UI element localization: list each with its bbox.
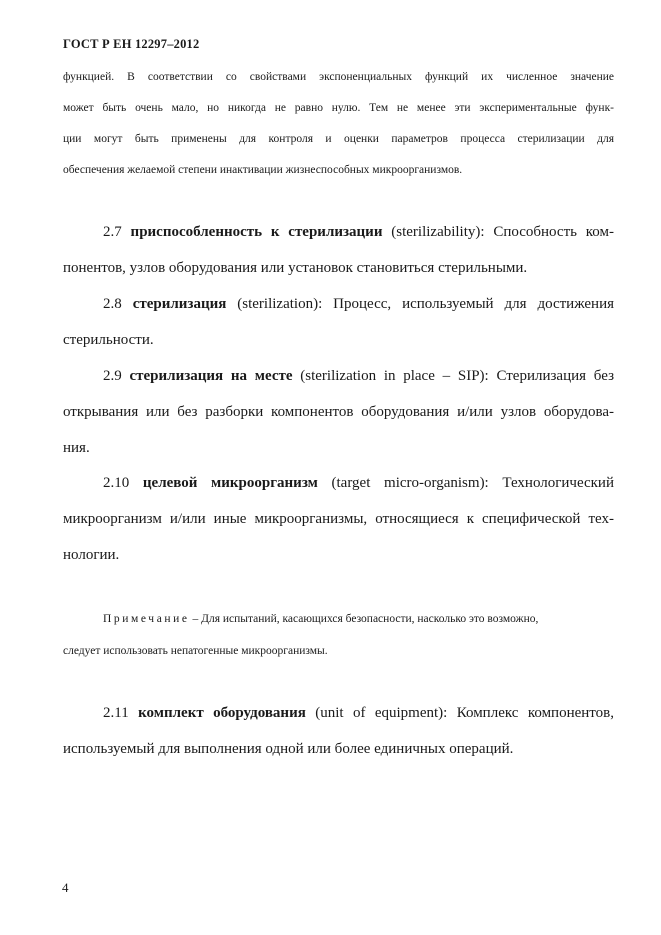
definition-number: 2.11: [103, 705, 129, 721]
definition-2-9: [63, 358, 614, 466]
document-header: ГОСТ Р ЕН 12297–2012: [63, 37, 200, 51]
definition-text: (unit of equipment): Комплекс компонентов,: [305, 705, 614, 721]
intro-line: функцией. В соответствии со свойствами экспоненциальных функций их численное значение: [63, 71, 614, 83]
definition-term: целевой микроорганизм: [142, 475, 318, 491]
intro-line: может быть очень мало, но никогда не равно нулю. Тем не менее эти экспериментальные функ-: [63, 102, 614, 114]
note-text: – Для испытаний, касающихся безопасности, насколько это возможно,: [189, 613, 539, 625]
definition-text: используемый для выполнения одной или более единичных операций.: [63, 741, 514, 757]
definition-2-8: [63, 286, 614, 358]
definition-text: (sterilization): Процесс, используемый для достижения: [226, 296, 614, 312]
definition-text: понентов, узлов оборудования или установок становиться стерильными.: [63, 260, 528, 276]
definition-2-7: [63, 214, 614, 286]
definition-text: микроорганизм и/или иные микроорганизмы, относящиеся к специфической тех-: [63, 511, 614, 527]
definition-term: комплект оборудования: [138, 705, 306, 721]
definition-number: 2.10: [103, 475, 130, 491]
definition-text: нологии.: [63, 547, 120, 563]
definition-text: ния.: [63, 440, 90, 456]
note-label: Примечание: [103, 613, 190, 625]
definition-text: открывания или без разборки компонентов оборудования и/или узлов оборудова-: [63, 404, 614, 420]
intro-paragraph: [63, 62, 614, 186]
definition-term: приспособленность к стерилизации: [130, 224, 383, 240]
definition-2-11: [63, 695, 614, 767]
definition-number: 2.9: [103, 368, 122, 384]
note-text: следует использовать непатогенные микроорганизмы.: [63, 645, 328, 657]
definition-text: стерильности.: [63, 332, 154, 348]
definition-number: 2.8: [103, 296, 122, 312]
definition-text: (sterilization in place – SIP): Стерилизация без: [292, 368, 614, 384]
definition-term: стерилизация на месте: [129, 368, 293, 384]
definition-text: (target micro-organism): Технологический: [317, 475, 614, 491]
definition-number: 2.7: [103, 224, 122, 240]
intro-line: обеспечения желаемой степени инактивации жизнеспособных микроорганизмов.: [63, 164, 463, 176]
page-number: 4: [62, 880, 69, 895]
definition-term: стерилизация: [132, 296, 227, 312]
definition-2-10: [63, 465, 614, 573]
definition-text: (sterilizability): Способность ком-: [382, 224, 614, 240]
intro-line: ции могут быть применены для контроля и оценки параметров процесса стерилизации для: [63, 133, 614, 145]
note-block: [63, 603, 614, 667]
